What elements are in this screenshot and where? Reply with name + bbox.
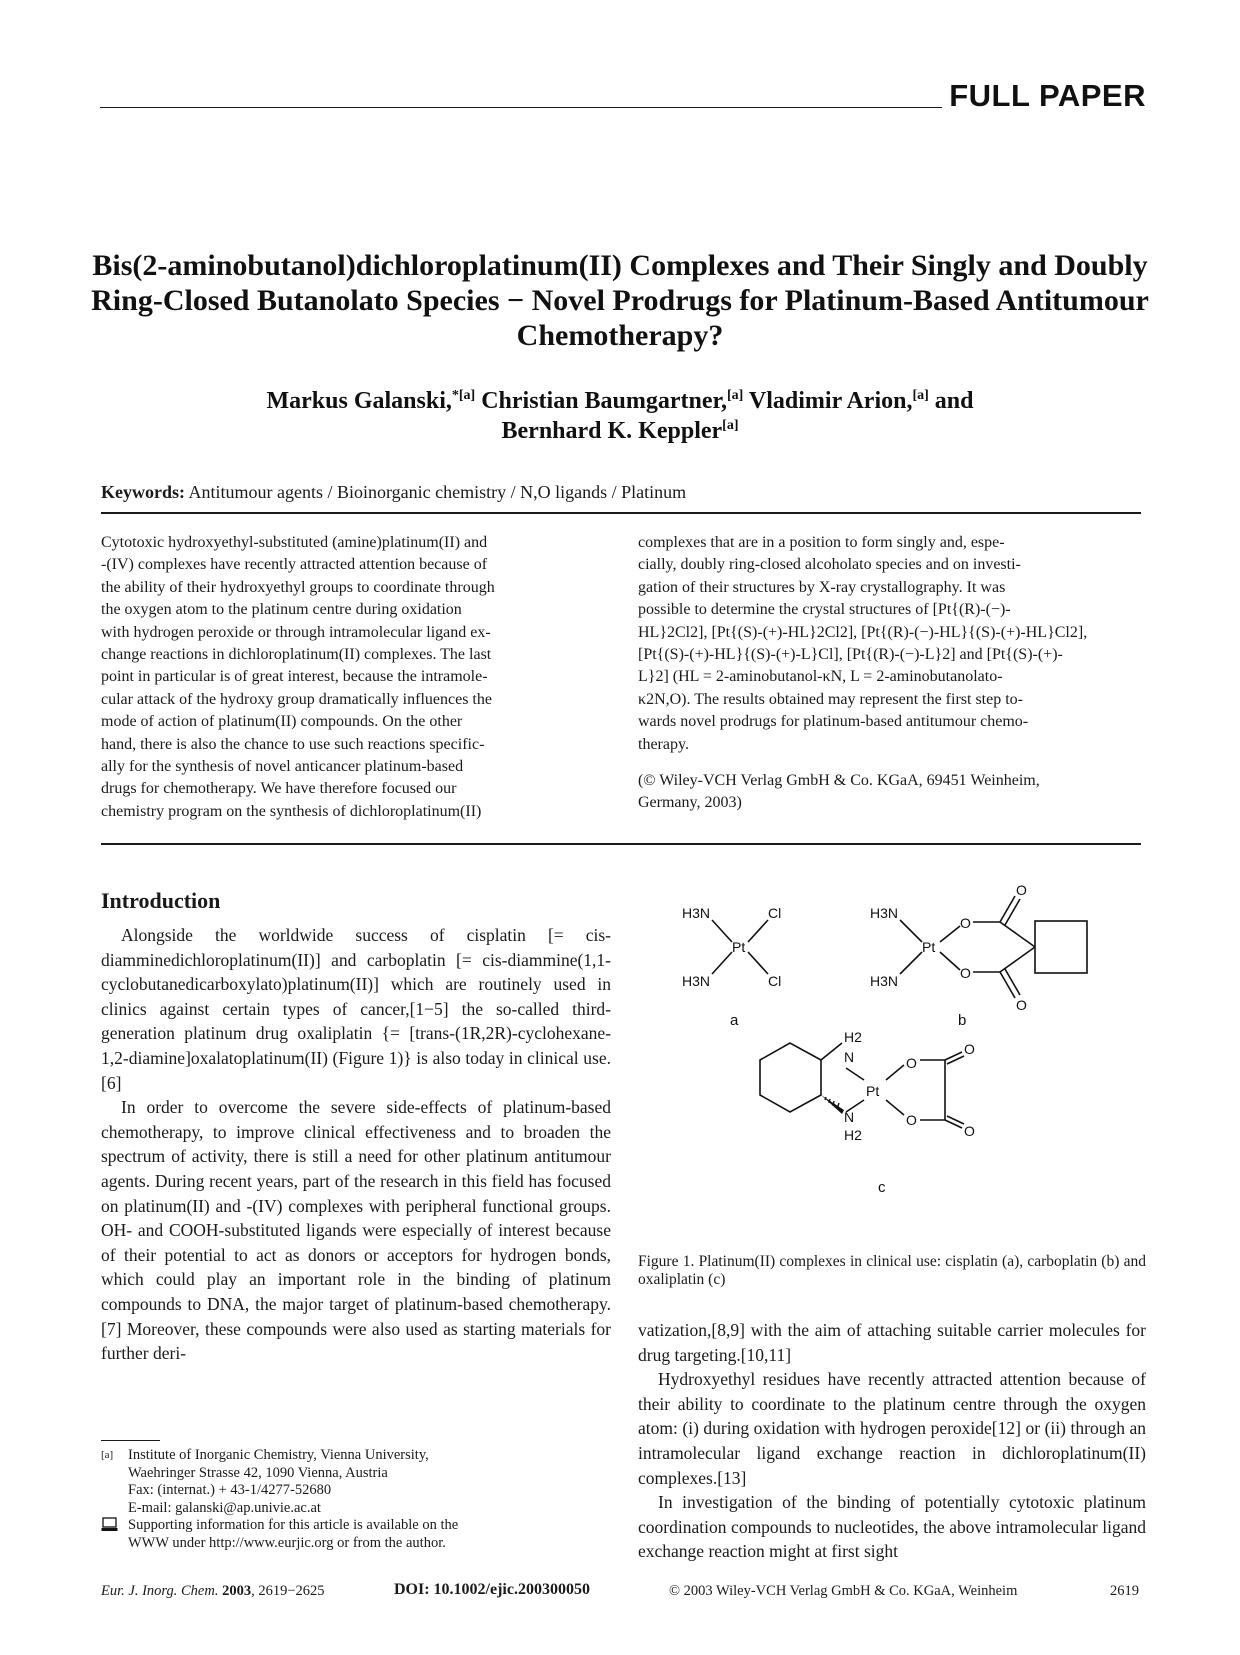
label-cl: Cl	[768, 973, 782, 989]
label-o: O	[960, 965, 971, 981]
keywords	[101, 482, 686, 503]
author-name: Markus Galanski,	[266, 388, 452, 414]
footnote-line: Institute of Inorganic Chemistry, Vienna University,	[128, 1447, 429, 1463]
abstract-line: [Pt{(S)-(+)-HL}{(S)-(+)-L}Cl], [Pt{(R)-(−)-L}2] and [Pt{(S)-(+)-	[638, 646, 1063, 664]
label-h3n: H3N	[870, 973, 899, 989]
paragraph: Hydroxyethyl residues have recently attracted attention because of their ability to coordinate to the platinum centre through the oxygen atom: (i) during oxidation with hydrogen peroxide[12] or (ii) through an intramolecular ligand exchange reaction in dichloroplatinum(II) complexes.[13]	[638, 1369, 1146, 1488]
abstract-top-rule	[101, 512, 1141, 514]
label-h3n: H3N	[870, 905, 899, 921]
affiliation-mark: [a]	[912, 388, 929, 403]
footnote-line: Fax: (internat.) + 43-1/4277-52680	[128, 1482, 332, 1499]
label-h3n: H3N	[682, 905, 711, 921]
label-pt: Pt	[922, 939, 936, 955]
figure-1-caption: Figure 1. Platinum(II) complexes in clinical use: cisplatin (a), carboplatin (b) and oxaliplatin (c)	[638, 1253, 1146, 1288]
keywords-text: Antitumour agents / Bioinorganic chemistry / N,O ligands / Platinum	[188, 482, 687, 502]
footnote-line: E-mail: galanski@ap.univie.ac.at	[128, 1499, 321, 1516]
supporting-info-line: Supporting information for this article is available on the	[128, 1517, 459, 1534]
abstract-line: HL}2Cl2], [Pt{(S)-(+)-HL}2Cl2], [Pt{(R)-(−)-HL}{(S)-(+)-HL}Cl2],	[638, 623, 1088, 641]
affiliation-mark: [a]	[722, 418, 739, 433]
label-cl: Cl	[768, 905, 782, 921]
abstract-line: cular attack of the hydroxy group dramatically influences the	[101, 690, 492, 708]
author-list	[120, 386, 1120, 446]
label-h2: H2	[844, 1029, 862, 1045]
paragraph: In investigation of the binding of potentially cytotoxic platinum coordination compounds to nucleotides, the above intramolecular ligand exchange reaction might at first sight	[638, 1492, 1146, 1562]
abstract-line: chemistry program on the synthesis of dichloroplatinum(II)	[101, 802, 482, 820]
label-o: O	[964, 1041, 975, 1057]
abstract-line: ally for the synthesis of novel anticancer platinum-based	[101, 758, 464, 776]
footnote-line: Waehringer Strasse 42, 1090 Vienna, Austria	[128, 1464, 388, 1481]
figure-1-structures	[660, 880, 1130, 1240]
abstract-line: complexes that are in a position to form singly and, espe-	[638, 534, 1005, 551]
author-name: Bernhard K. Keppler	[501, 418, 723, 444]
label-pt: Pt	[732, 939, 746, 955]
abstract-line: the ability of their hydroxyethyl groups to coordinate through	[101, 578, 495, 596]
author-line-2	[120, 416, 1120, 446]
label-h2: H2	[844, 1127, 862, 1143]
abstract-line: the oxygen atom to the platinum centre during oxidation	[101, 601, 462, 619]
label-n: N	[844, 1049, 855, 1065]
page-number: 2619	[1110, 1583, 1139, 1599]
abstract-line: change reactions in dichloroplatinum(II) complexes. The last	[101, 646, 492, 664]
paragraph: vatization,[8,9] with the aim of attaching suitable carrier molecules for drug targeting.[10,11]	[638, 1320, 1146, 1365]
keywords-label: Keywords:	[101, 482, 185, 502]
section-type-label: FULL PAPER	[949, 78, 1146, 113]
abstract-line: with hydrogen peroxide or through intramolecular ligand ex-	[101, 623, 491, 641]
author-name: Christian Baumgartner,	[475, 388, 727, 414]
section-heading-introduction: Introduction	[101, 888, 221, 913]
abstract-copyright-line: (© Wiley-VCH Verlag GmbH & Co. KGaA, 69451 Weinheim,	[638, 772, 1040, 790]
abstract-copyright-line: Germany, 2003)	[638, 794, 742, 812]
affiliation-mark: [a]	[727, 388, 744, 403]
journal-name: Eur. J. Inorg. Chem.	[101, 1583, 219, 1599]
journal-pages: , 2619−2625	[251, 1583, 325, 1599]
label-o: O	[1016, 882, 1027, 898]
abstract-line: gation of their structures by X-ray crystallography. It was	[638, 578, 1006, 596]
abstract-right-column	[638, 532, 1146, 815]
footer-copyright: © 2003 Wiley-VCH Verlag GmbH & Co. KGaA, Weinheim	[669, 1583, 1018, 1599]
affiliation-mark: *[a]	[451, 388, 476, 403]
abstract-line: drugs for chemotherapy. We have therefore focused our	[101, 780, 457, 798]
label-n: N	[844, 1109, 855, 1125]
author-conjunction: and	[928, 388, 974, 414]
abstract-left-column	[101, 532, 611, 823]
label-o: O	[906, 1055, 917, 1071]
footnote	[101, 1447, 611, 1553]
author-name: Vladimir Arion,	[743, 388, 913, 414]
journal-citation	[101, 1583, 325, 1600]
abstract-line: wards novel prodrugs for platinum-based antitumour chemo-	[638, 713, 1029, 731]
abstract-line: point in particular is of great interest, because the intramole-	[101, 668, 488, 686]
abstract-line: Cytotoxic hydroxyethyl-substituted (amine)platinum(II) and	[101, 534, 488, 551]
abstract-line: mode of action of platinum(II) compounds. On the other	[101, 713, 463, 731]
header-rule	[100, 107, 942, 108]
abstract-line: cially, doubly ring-closed alcoholato species and on investi-	[638, 556, 1021, 574]
label-o: O	[960, 915, 971, 931]
label-o: O	[906, 1112, 917, 1128]
label-o: O	[964, 1123, 975, 1139]
label-h3n: H3N	[682, 973, 711, 989]
abstract-bottom-rule	[101, 843, 1141, 845]
computer-icon	[101, 1517, 128, 1552]
abstract-line: hand, there is also the chance to use such reactions specific-	[101, 735, 485, 753]
paper-title: Bis(2-aminobutanol)dichloroplatinum(II) Complexes and Their Singly and Doubly Ring-Closed Butanolato Species − Novel Prodrugs for Platinum-Based Antitumour Chemotherapy?	[91, 249, 1149, 352]
abstract-copyright	[638, 770, 1146, 815]
journal-year: 2003	[222, 1583, 252, 1599]
footnote-mark: [a]	[101, 1449, 114, 1461]
abstract-line: therapy.	[638, 735, 689, 753]
abstract-line: possible to determine the crystal structures of [Pt{(R)-(−)-	[638, 601, 1011, 619]
structure-label-c: c	[878, 1179, 886, 1196]
abstract-line: κ2N,O). The results obtained may represent the first step to-	[638, 690, 1023, 708]
paragraph: In order to overcome the severe side-effects of platinum-based chemotherapy, to improve clinical effectiveness and to broaden the spectrum of activity, there is still a need for other platinum antitumour agents. During recent years, part of the research in this field has focused on platinum(II) and -(IV) complexes with peripheral functional groups. OH- and COOH-substituted ligands were especially of interest because of their potential to act as donors or acceptors for hydrogen bonds, which could play an important role in the binding of platinum compounds to DNA, the major target of platinum-based chemotherapy.[7] Moreover, these compounds were also used as starting materials for further deri-	[101, 1097, 611, 1364]
structure-label-a: a	[730, 1012, 739, 1029]
supporting-info-line: WWW under http://www.eurjic.org or from the author.	[128, 1534, 446, 1551]
body-left-column	[101, 923, 611, 1366]
label-o: O	[1016, 997, 1027, 1013]
footnote-rule	[101, 1440, 160, 1441]
abstract-line: -(IV) complexes have recently attracted attention because of	[101, 556, 488, 574]
structure-label-b: b	[958, 1012, 967, 1029]
author-line-1	[120, 386, 1120, 416]
body-right-column	[638, 1318, 1146, 1564]
abstract-line: L}2] (HL = 2-aminobutanol-κN, L = 2-aminobutanolato-	[638, 668, 1003, 686]
label-pt: Pt	[866, 1083, 880, 1099]
paragraph: Alongside the worldwide success of cisplatin [= cis-diamminedichloroplatinum(II)] and carboplatin [= cis-diammine(1,1-cyclobutanedicarboxylato)platinum(II)] which are routinely used in clinics against certain types of cancer,[1−5] the so-called third-generation platinum drug oxaliplatin {= [trans-(1R,2R)-cyclohexane-1,2-diamine]oxalatoplatinum(II) (Figure 1)} is also today in clinical use.[6]	[101, 925, 611, 1093]
doi: DOI: 10.1002/ejic.200300050	[394, 1581, 590, 1598]
